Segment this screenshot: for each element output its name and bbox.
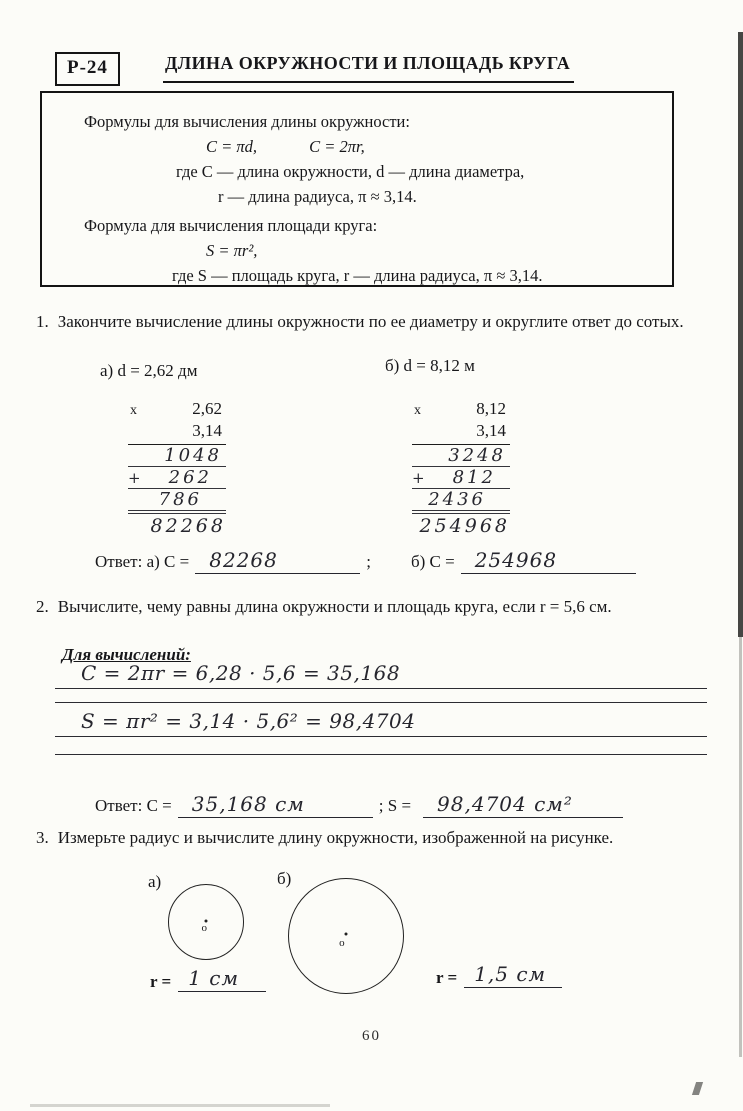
formula-c-2pir: C = 2πr, [309, 137, 365, 156]
calc-line-area: S = πr² = 3,14 · 5,6² = 98,4704 [55, 709, 707, 737]
multiply-sign: x [130, 403, 137, 418]
mult-a-multiplier: 3,14 [192, 421, 222, 440]
calc-line-circumference: C = 2πr = 6,28 · 5,6 = 35,168 [55, 661, 707, 689]
multiplication-column-a [128, 398, 226, 536]
exercise-3-text: Измерьте радиус и вычислите длину окружности, изображенной на рисунке. [57, 828, 614, 847]
circumference-formulas-row [66, 134, 648, 159]
mult-b-row-multiplier [412, 420, 510, 445]
mult-a-partial-3: 786 [128, 489, 226, 514]
where-circumference-line1: где C — длина окружности, d — длина диаметра, [176, 162, 525, 181]
scan-artifact-right-edge [738, 32, 743, 637]
answer-1-label-a: Ответ: а) C = [95, 552, 190, 571]
mult-a-row-multiplicand [128, 398, 226, 420]
radius-a-value: 1 см [178, 966, 266, 992]
plus-sign: + [128, 469, 141, 487]
multiplication-column-b [412, 398, 510, 536]
figure-label-b: б) [277, 869, 292, 888]
mult-b-row-partial-2 [412, 467, 510, 489]
circle-figure-a [168, 884, 244, 960]
radius-answer-b [436, 962, 562, 988]
exercise-1 [36, 310, 706, 334]
circle-b-center-dot [345, 932, 348, 935]
formula-intro-circumference: Формулы для вычисления длины окружности: [84, 112, 410, 131]
plus-sign: + [412, 469, 425, 487]
mult-b-partial-1: 3248 [412, 445, 510, 467]
radius-a-prefix: r = [150, 972, 172, 991]
radius-b-prefix: r = [436, 968, 458, 987]
formulas-box [40, 91, 674, 287]
calc-blank-line-2 [55, 749, 707, 755]
answer-1-separator: ; [366, 552, 371, 571]
mult-a-result: 82268 [150, 515, 226, 537]
mult-b-multiplicand: 8,12 [476, 399, 506, 418]
multiply-sign: x [414, 403, 421, 418]
circle-figure-b [288, 878, 404, 994]
mult-a-row-multiplier [128, 420, 226, 445]
answer-2-value-s: 98,4704 см² [423, 792, 623, 818]
answer-1-value-b: 254968 [461, 548, 636, 574]
formula-c-pid: C = πd, [206, 137, 258, 156]
scan-artifact-bottom-smudge [30, 1104, 330, 1107]
mult-b-result: 254968 [419, 515, 510, 537]
formula-s-pir2: S = πr², [206, 241, 258, 260]
answer-2-label-c: Ответ: C = [95, 796, 172, 815]
radius-answer-a [150, 966, 266, 992]
page-title: ДЛИНА ОКРУЖНОСТИ И ПЛОЩАДЬ КРУГА [163, 53, 574, 83]
mult-a-partial-1: 1048 [128, 445, 226, 467]
scan-artifact-corner-mark [692, 1082, 703, 1095]
mult-b-row-multiplicand [412, 398, 510, 420]
answer-1-value-a: 82268 [195, 548, 360, 574]
calculations-label: Для вычислений: [62, 645, 191, 664]
area-formula-row [66, 238, 648, 263]
answer-1-label-b: б) C = [410, 552, 455, 571]
radius-b-value: 1,5 см [464, 962, 562, 988]
exercise-1-case-a: а) d = 2,62 дм [100, 361, 198, 380]
circle-b-center-label: о [339, 937, 345, 950]
mult-a-row-partial-2 [128, 467, 226, 489]
circle-a-center-label: о [201, 922, 208, 935]
where-area-line: где S — площадь круга, r — длина радиуса, π ≈ 3,14. [172, 266, 543, 285]
figure-label-a: а) [148, 872, 162, 891]
mult-b-partial-3: 2436 [412, 489, 510, 514]
scan-artifact-right-edge-faint [739, 637, 742, 1057]
mult-b-partial-2: 812 [452, 467, 496, 488]
exercise-1-number: 1. [36, 312, 49, 331]
calc-blank-line-1 [55, 697, 707, 703]
answer-2-separator: ; S = [378, 796, 412, 815]
exercise-1-case-b: б) d = 8,12 м [385, 356, 475, 375]
mult-b-multiplier: 3,14 [476, 421, 506, 440]
where-circumference-line2: r — длина радиуса, π ≈ 3,14. [218, 187, 417, 206]
exercise-2-answer-row [95, 792, 623, 818]
mult-a-partial-2: 262 [168, 467, 212, 488]
page-number: 60 [362, 1028, 381, 1044]
worksheet-code: Р-24 [67, 57, 108, 78]
mult-a-multiplicand: 2,62 [192, 399, 222, 418]
exercise-2-number: 2. [36, 597, 49, 616]
exercise-3 [36, 826, 716, 850]
exercise-2 [36, 595, 704, 619]
exercise-1-text: Закончите вычисление длины окружности по ее диаметру и округлите ответ до сотых. [57, 312, 684, 331]
worksheet-code-box [55, 52, 120, 86]
answer-2-value-c: 35,168 см [178, 792, 373, 818]
exercise-1-answer-row [95, 548, 636, 574]
formula-intro-area: Формула для вычисления площади круга: [84, 216, 378, 235]
exercise-3-number: 3. [36, 828, 49, 847]
exercise-2-text: Вычислите, чему равны длина окружности и площадь круга, если r = 5,6 см. [57, 597, 612, 616]
